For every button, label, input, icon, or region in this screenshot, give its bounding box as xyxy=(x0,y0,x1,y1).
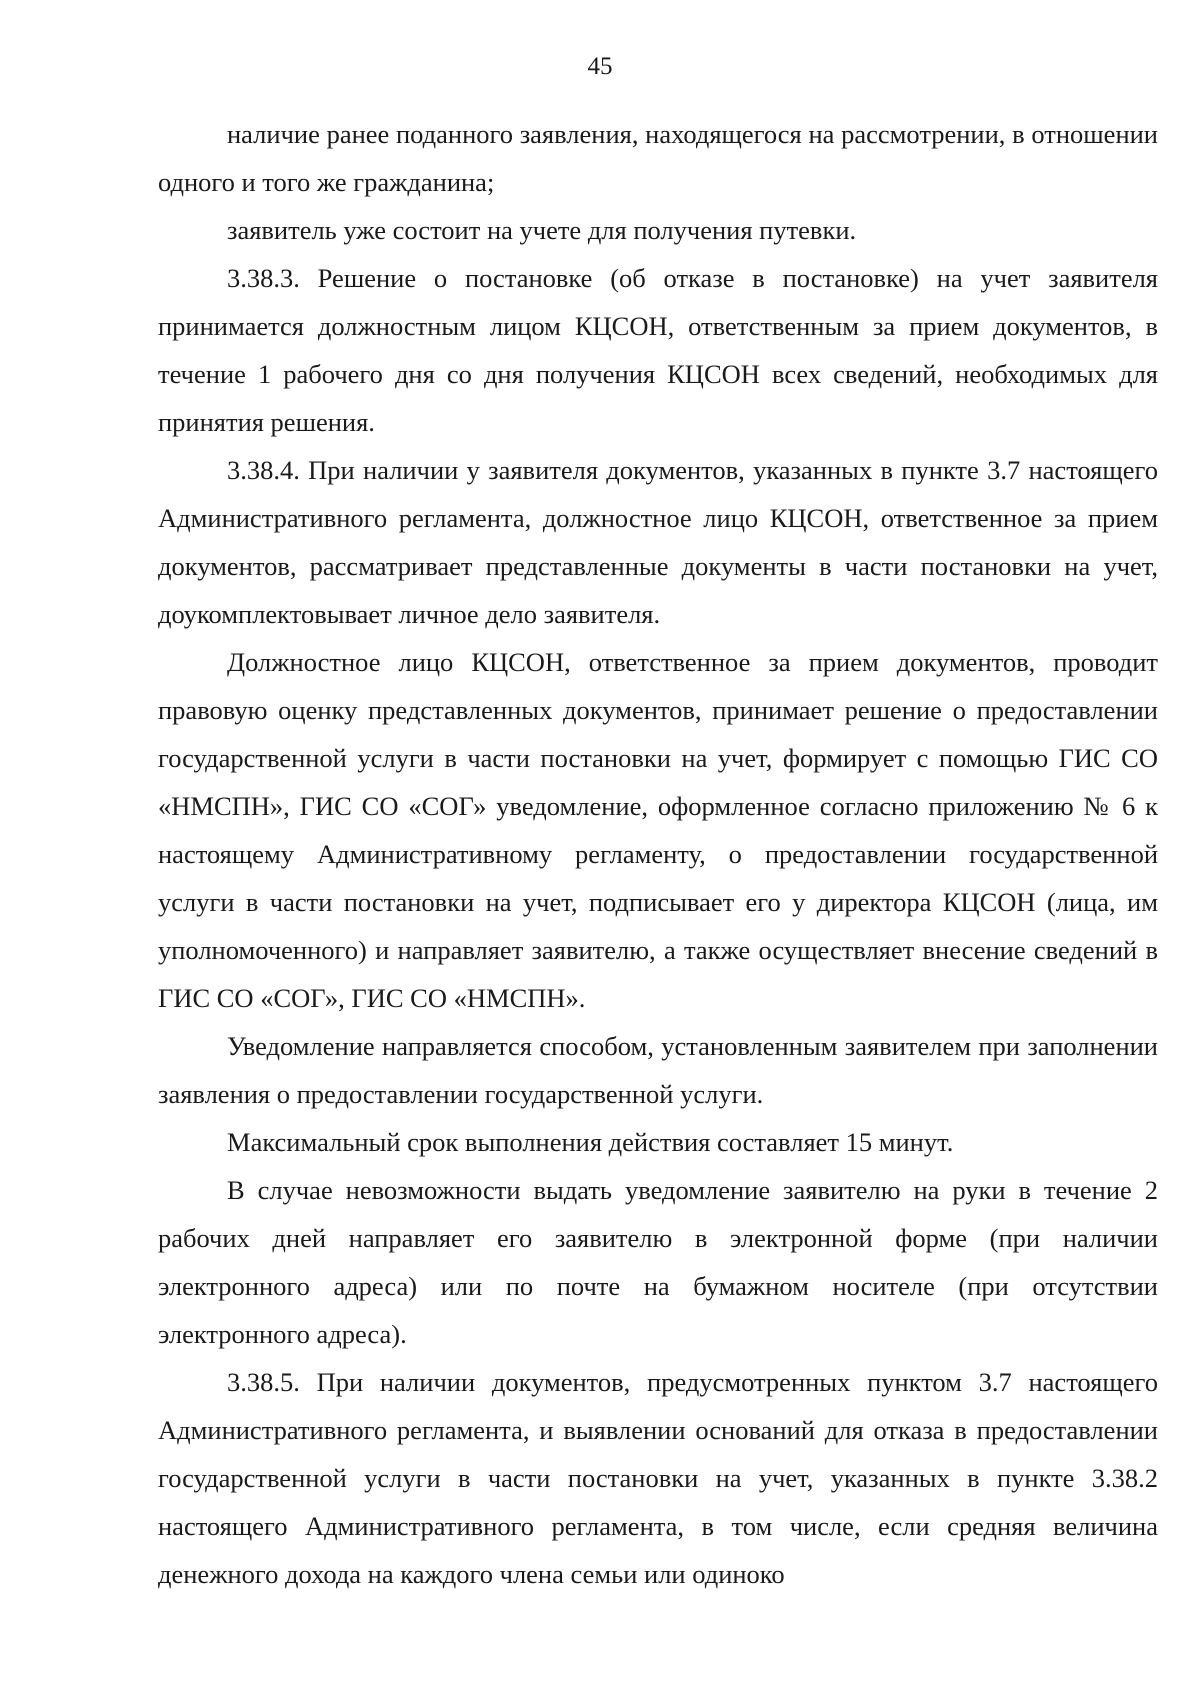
page-number: 45 xyxy=(587,53,613,80)
paragraph-notification-method: Уведомление направляется способом, установленным заявителем при заполнении заявления о предоставлении государственной услуги. xyxy=(158,1031,1158,1109)
paragraph-already-registered: заявитель уже состоит на учете для получения путевки. xyxy=(227,215,857,245)
paragraph-electronic-delivery: В случае невозможности выдать уведомление заявителю на руки в течение 2 рабочих дней направляет его заявителю в электронной форме (при наличии электронного адреса) или по почте на бумажном носителе (при отсутствии электронного адреса). xyxy=(158,1175,1158,1349)
paragraph-max-duration: Максимальный срок выполнения действия составляет 15 минут. xyxy=(227,1127,954,1157)
paragraph-3-38-3: 3.38.3. Решение о постановке (об отказе в постановке) на учет заявителя принимается должностным лицом КЦСОН, ответственным за прием документов, в течение 1 рабочего дня со дня получения КЦСОН всех сведений, необходимых для принятия решения. xyxy=(158,263,1158,437)
document-body xyxy=(158,110,1158,1598)
paragraph-3-38-4: 3.38.4. При наличии у заявителя документов, указанных в пункте 3.7 настоящего Административного регламента, должностное лицо КЦСОН, ответственное за прием документов, рассматривает представленные документы в части постановки на учет, доукомплектовывает личное дело заявителя. xyxy=(158,455,1158,629)
paragraph-3-38-5: 3.38.5. При наличии документов, предусмотренных пунктом 3.7 настоящего Административного регламента, и выявлении оснований для отказа в предоставлении государственной услуги в части постановки на учет, указанных в пункте 3.38.2 настоящего Административного регламента, в том числе, если средняя величина денежного дохода на каждого члена семьи или одиноко xyxy=(158,1367,1158,1589)
paragraph-official-assessment: Должностное лицо КЦСОН, ответственное за прием документов, проводит правовую оценку представленных документов, принимает решение о предоставлении государственной услуги в части постановки на учет, формирует с помощью ГИС СО «НМСПН», ГИС СО «СОГ» уведомление, оформленное согласно приложению № 6 к настоящему Административному регламенту, о предоставлении государственной услуги в части постановки на учет, подписывает его у директора КЦСОН (лица, им уполномоченного) и направляет заявителю, а также осуществляет внесение сведений в ГИС СО «СОГ», ГИС СО «НМСПН». xyxy=(158,647,1158,1013)
paragraph-previous-application: наличие ранее поданного заявления, находящегося на рассмотрении, в отношении одного и того же гражданина; xyxy=(158,119,1158,197)
